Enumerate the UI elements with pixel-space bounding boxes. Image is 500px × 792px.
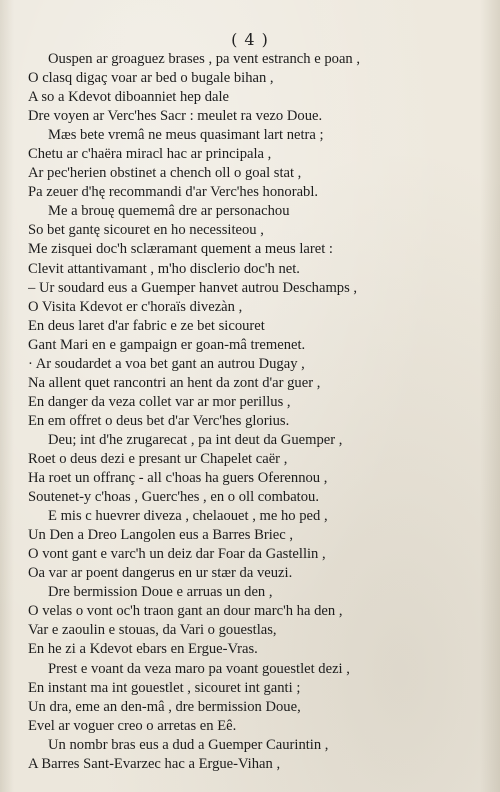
text-line: En instant ma int gouestlet , sicouret int ganti ;	[28, 679, 301, 696]
text-line: O Visita Kdevot er c'horaïs divezàn ,	[28, 298, 243, 315]
text-line: Evel ar voguer creo o arretas en Eê.	[28, 717, 237, 734]
text-line: En deus laret d'ar fabric e ze bet sicouret	[28, 317, 265, 334]
text-line: Chetu ar c'haëra miracl hac ar principala ,	[28, 146, 272, 163]
text-line: En he zi a Kdevot ebars en Ergue-Vras.	[28, 641, 258, 658]
text-line: Ar pec'herien obstinet a chench oll o goal stat ,	[28, 165, 302, 182]
text-line: So bet gantę sicouret en ho necessiteou ,	[28, 222, 264, 239]
text-line: A so a Kdevot diboanniet hep dale	[28, 89, 230, 106]
text-line: Na allent quet rancontri an hent da zont d'ar guer ,	[28, 374, 321, 391]
text-line: Me a brouę quememâ dre ar personachou	[48, 203, 290, 220]
text-line: Gant Mari en e gampaign er goan-mâ tremenet.	[28, 336, 306, 353]
text-line: O clasq digaç voar ar bed o bugale bihan ,	[28, 70, 274, 87]
text-line: Mæs bete vremâ ne meus quasimant lart netra ;	[48, 127, 324, 144]
text-line: Ouspen ar groaguez brases , pa vent estranch e poan ,	[48, 51, 361, 67]
text-line: Oa var ar poent dangerus en ur stær da veuzi.	[28, 565, 293, 582]
text-line: Un nombr bras eus a dud a Guemper Caurintin ,	[48, 736, 329, 753]
text-line: Clevit attantivamant , m'ho disclerio doc'h net.	[28, 260, 300, 277]
text-line: · Ar soudardet a voa bet gant an autrou Dugay ,	[28, 355, 305, 372]
text-line: Var e zaoulin e stouas, da Vari o gouestlas,	[28, 622, 277, 639]
text-line: Un Den a Dreo Langolen eus a Barres Briec ,	[28, 527, 294, 544]
text-line: En danger da veza collet var ar mor perillus ,	[28, 393, 291, 410]
text-line: Deu; int d'he zrugarecat , pa int deut da Guemper ,	[48, 431, 343, 448]
text-line: Un dra, eme an den-mâ , dre bermission Doue,	[28, 698, 301, 715]
text-line: Soutenet-y c'hoas , Guerc'hes , en o oll combatou.	[28, 489, 319, 506]
text-line: En em offret o deus bet d'ar Verc'hes glorius.	[28, 412, 290, 429]
text-line: Prest e voant da veza maro pa voant gouestlet dezi ,	[48, 660, 350, 677]
text-line: O vont gant e varc'h un deiz dar Foar da Gastellin ,	[28, 546, 326, 563]
text-line: Pa zeuer d'hę recommandi d'ar Verc'hes honorabl.	[28, 184, 319, 201]
text-line: E mis c huevrer diveza , chelaouet , me ho ped ,	[48, 508, 328, 525]
page-number: ( 4 )	[231, 30, 269, 49]
text-line: Dre bermission Doue e arruas un den ,	[48, 584, 273, 601]
text-line: – Ur soudard eus a Guemper hanvet autrou Deschamps ,	[28, 279, 358, 296]
poem-text	[28, 50, 476, 774]
text-line: Ha roet un offranç - all c'hoas ha guers Oferennou ,	[28, 470, 328, 487]
text-line: O velas o vont oc'h traon gant an dour marc'h ha den ,	[28, 603, 343, 620]
text-line: Me zisquei doc'h sclæramant quement a meus laret :	[28, 241, 333, 258]
text-line: Dre voyen ar Verc'hes Sacr : meulet ra vezo Doue.	[28, 108, 323, 125]
text-line: Roet o deus dezi e presant ur Chapelet caër ,	[28, 450, 288, 467]
text-line: A Barres Sant-Evarzec hac a Ergue-Vihan ,	[28, 755, 281, 772]
